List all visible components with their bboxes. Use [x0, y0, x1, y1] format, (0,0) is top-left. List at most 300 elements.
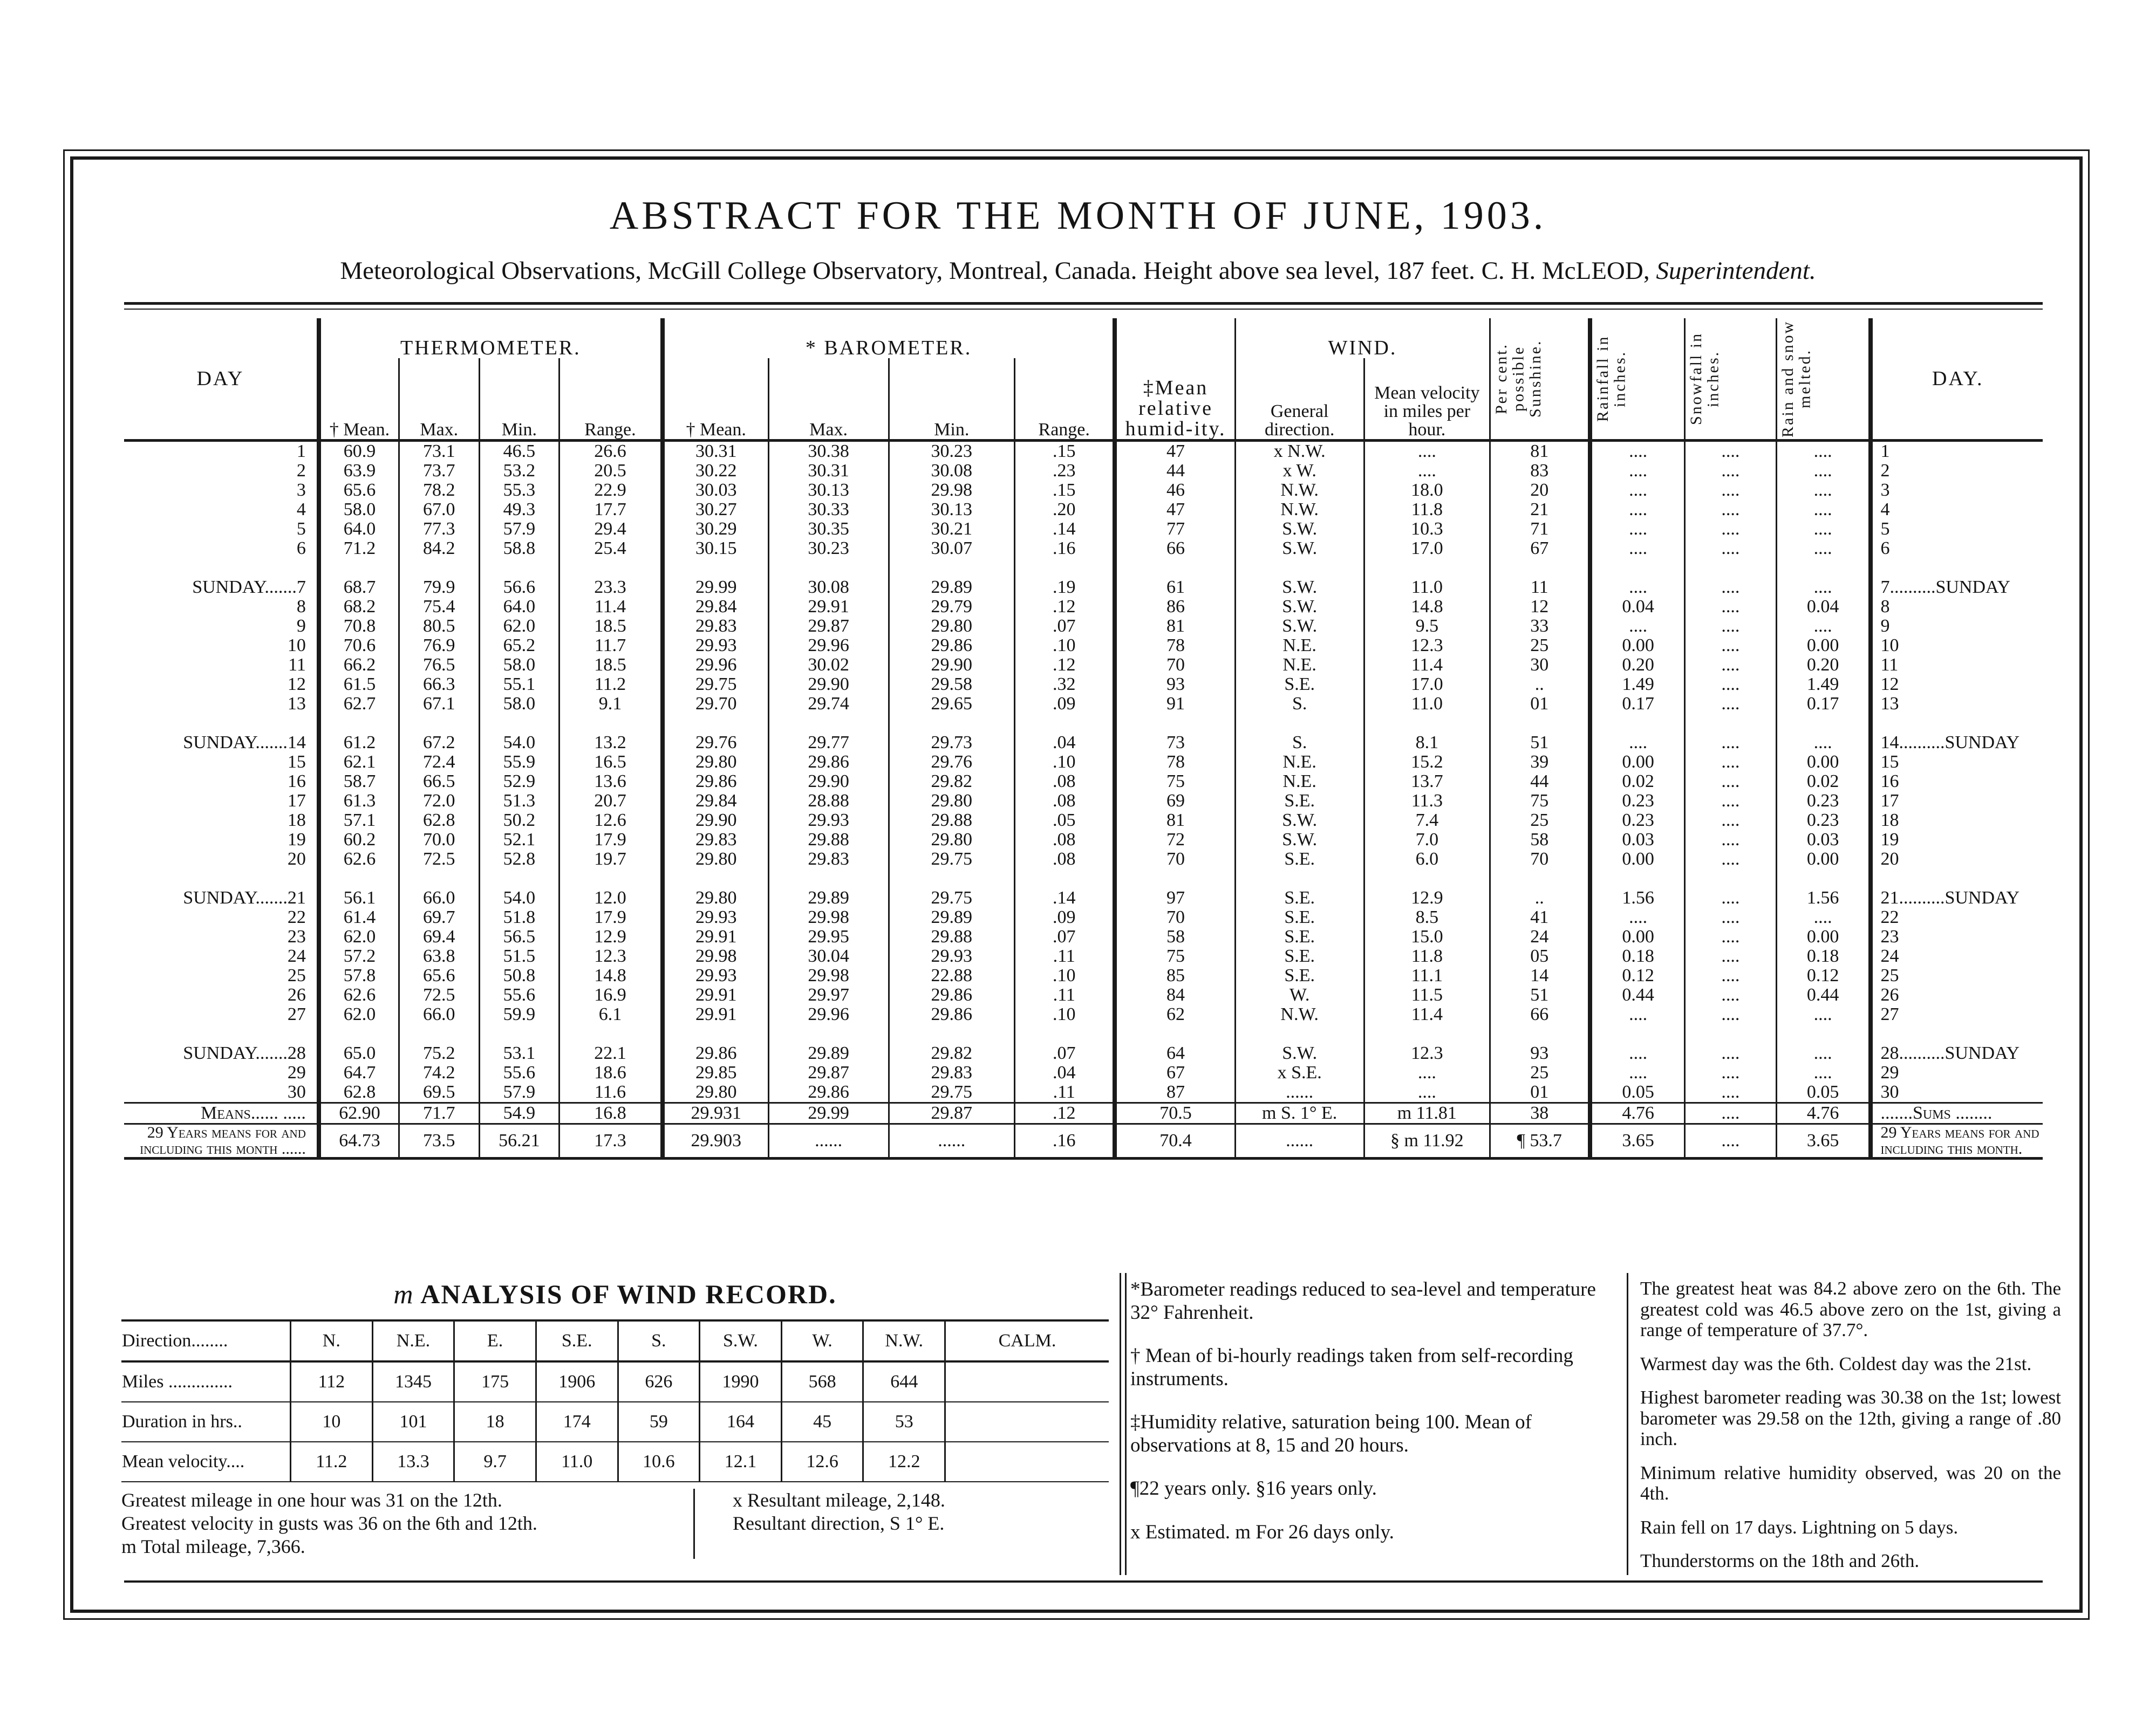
day-number: 16 — [287, 771, 306, 791]
cell-hum: 73 — [1115, 733, 1235, 752]
cell-hum: 66 — [1115, 539, 1235, 558]
years-vel: § m 11.92 — [1364, 1124, 1490, 1159]
day-number: 8 — [296, 597, 306, 617]
table-row — [124, 655, 2043, 675]
cell-bmean: 29.91 — [663, 1005, 768, 1024]
wind-miles-cell: 175 — [454, 1361, 536, 1402]
cell-tmin: 52.8 — [479, 850, 560, 869]
cell-tmax: 72.5 — [399, 850, 479, 869]
cell-trange: 11.2 — [560, 675, 663, 694]
header-rainfall — [1590, 318, 1684, 441]
cell-tmin: 50.2 — [479, 811, 560, 830]
cell-tmin: 64.0 — [479, 597, 560, 617]
wind-analysis — [121, 1278, 1109, 1482]
cell-vel: 6.0 — [1364, 850, 1490, 869]
cell-bmin: 29.83 — [889, 1063, 1015, 1083]
cell-bmin: 22.88 — [889, 966, 1015, 985]
cell-tmax: 72.0 — [399, 791, 479, 811]
cell-brange: .07 — [1015, 1044, 1115, 1063]
cell-bmax: 30.08 — [768, 578, 889, 597]
means-bmin: 29.87 — [889, 1103, 1015, 1124]
cell-brange: .11 — [1015, 985, 1115, 1005]
cell-dir: S.E. — [1235, 850, 1364, 869]
wind-duration-cell: 53 — [863, 1402, 945, 1442]
note-barometer: *Barometer readings reduced to sea-level and temperature 32° Fahrenheit. — [1130, 1278, 1596, 1324]
day-label-right: 27 — [1871, 1005, 2043, 1024]
gap-cell — [319, 1024, 399, 1044]
day-number: 25 — [287, 966, 306, 985]
cell-brange: .08 — [1015, 791, 1115, 811]
gap-cell — [1490, 1024, 1591, 1044]
cell-tmean: 58.0 — [319, 500, 399, 519]
cell-melt: 0.17 — [1776, 694, 1871, 714]
table-row — [124, 733, 2043, 752]
cell-tmin: 52.9 — [479, 772, 560, 791]
sunshine-label: Per cent. possible Sunshine. — [1492, 339, 1545, 418]
cell-snow: .... — [1684, 675, 1776, 694]
table-row — [124, 500, 2043, 519]
wind-row-miles — [121, 1361, 1109, 1402]
cell-tmax: 62.8 — [399, 811, 479, 830]
day-label — [124, 888, 319, 908]
cell-trange: 9.1 — [560, 694, 663, 714]
gap-cell — [889, 714, 1015, 733]
cell-sun: 20 — [1490, 481, 1591, 500]
cell-vel: 11.0 — [1364, 694, 1490, 714]
day-label-right: 26 — [1871, 985, 2043, 1005]
cell-rain: .... — [1590, 519, 1684, 539]
day-label — [124, 927, 319, 947]
cell-sun: 66 — [1490, 1005, 1591, 1024]
cell-bmean: 30.27 — [663, 500, 768, 519]
cell-hum: 86 — [1115, 597, 1235, 617]
cell-vel: 11.3 — [1364, 791, 1490, 811]
wind-direction-cell: W. — [781, 1320, 863, 1361]
subtitle-role: Superintendent. — [1656, 257, 1816, 285]
cell-vel: 11.1 — [1364, 966, 1490, 985]
cell-melt: 0.44 — [1776, 985, 1871, 1005]
cell-sun: 51 — [1490, 733, 1591, 752]
day-label — [124, 539, 319, 558]
day-label-right: 17 — [1871, 791, 2043, 811]
gap-cell — [1684, 1024, 1776, 1044]
cell-brange: .20 — [1015, 500, 1115, 519]
cell-snow: .... — [1684, 694, 1776, 714]
cell-bmean: 29.86 — [663, 1044, 768, 1063]
wind-velocity-cell: 11.2 — [291, 1442, 373, 1482]
gap-cell — [124, 558, 319, 578]
table-row — [124, 888, 2043, 908]
cell-hum: 77 — [1115, 519, 1235, 539]
cell-tmax: 72.4 — [399, 752, 479, 772]
cell-bmean: 29.96 — [663, 655, 768, 675]
cell-bmax: 29.89 — [768, 888, 889, 908]
cell-bmin: 29.76 — [889, 752, 1015, 772]
cell-sun: 70 — [1490, 850, 1591, 869]
gap-cell — [663, 869, 768, 888]
cell-hum: 47 — [1115, 500, 1235, 519]
gap-cell — [399, 714, 479, 733]
cell-sun: 21 — [1490, 500, 1591, 519]
cell-melt: .... — [1776, 519, 1871, 539]
day-label — [124, 985, 319, 1005]
cell-sun: 67 — [1490, 539, 1591, 558]
cell-tmax: 77.3 — [399, 519, 479, 539]
cell-dir: N.W. — [1235, 481, 1364, 500]
cell-bmean: 29.85 — [663, 1063, 768, 1083]
cell-bmean: 29.91 — [663, 985, 768, 1005]
cell-snow: .... — [1684, 1083, 1776, 1103]
cell-tmin: 58.0 — [479, 655, 560, 675]
cell-sun: 75 — [1490, 791, 1591, 811]
cell-sun: 51 — [1490, 985, 1591, 1005]
wind-row-label: Mean velocity.... — [121, 1442, 291, 1482]
cell-bmean: 29.99 — [663, 578, 768, 597]
cell-tmean: 56.1 — [319, 888, 399, 908]
wind-duration-cell: 45 — [781, 1402, 863, 1442]
cell-melt: .... — [1776, 461, 1871, 481]
cell-tmax: 66.3 — [399, 675, 479, 694]
means-trange: 16.8 — [560, 1103, 663, 1124]
cell-melt: .... — [1776, 733, 1871, 752]
cell-trange: 20.7 — [560, 791, 663, 811]
cell-vel: 17.0 — [1364, 539, 1490, 558]
cell-rain: .... — [1590, 908, 1684, 927]
page-subtitle — [0, 256, 2156, 285]
table-row — [124, 908, 2043, 927]
wind-velocity-cell: 13.3 — [372, 1442, 454, 1482]
cell-vel: .... — [1364, 1083, 1490, 1103]
day-label-right: 22 — [1871, 908, 2043, 927]
cell-sun: 44 — [1490, 772, 1591, 791]
day-label-right: 7..........SUNDAY — [1871, 578, 2043, 597]
cell-vel: 18.0 — [1364, 481, 1490, 500]
cell-bmin: 30.07 — [889, 539, 1015, 558]
total-mileage-note: m Total mileage, 7,366. — [121, 1536, 305, 1558]
cell-brange: .10 — [1015, 1005, 1115, 1024]
means-melt: 4.76 — [1776, 1103, 1871, 1124]
header-humidity: ‡Mean relative humid-ity. — [1115, 318, 1235, 441]
gap-cell — [1364, 714, 1490, 733]
wind-direction-cell: S.E. — [536, 1320, 618, 1361]
cell-trange: 26.6 — [560, 441, 663, 462]
cell-tmean: 68.2 — [319, 597, 399, 617]
cell-tmax: 66.0 — [399, 888, 479, 908]
day-label-right: 21..........SUNDAY — [1871, 888, 2043, 908]
note-min-humidity: Minimum relative humidity observed, was 20 on the 4th. — [1640, 1462, 2061, 1504]
cell-snow: .... — [1684, 636, 1776, 655]
cell-tmean: 61.5 — [319, 675, 399, 694]
cell-melt: 0.00 — [1776, 850, 1871, 869]
wind-direction-cell: CALM. — [945, 1320, 1109, 1361]
day-number: 28 — [287, 1043, 306, 1063]
cell-vel: .... — [1364, 461, 1490, 481]
cell-melt: .... — [1776, 578, 1871, 597]
gap-cell — [663, 1024, 768, 1044]
day-number: 15 — [287, 752, 306, 772]
cell-brange: .08 — [1015, 850, 1115, 869]
cell-bmean: 29.93 — [663, 908, 768, 927]
gap-cell — [889, 558, 1015, 578]
cell-snow: .... — [1684, 966, 1776, 985]
footnotes-right — [1640, 1278, 2061, 1585]
wind-analysis-body — [121, 1320, 1109, 1482]
cell-snow: .... — [1684, 772, 1776, 791]
wind-direction-cell: N.W. — [863, 1320, 945, 1361]
wind-direction-cell: S.W. — [700, 1320, 782, 1361]
day-number: 13 — [287, 694, 306, 714]
cell-vel: .... — [1364, 1063, 1490, 1083]
means-rain: 4.76 — [1590, 1103, 1684, 1124]
cell-rain: .... — [1590, 481, 1684, 500]
cell-rain: 1.56 — [1590, 888, 1684, 908]
gap-cell — [1776, 869, 1871, 888]
note-warmest: Warmest day was the 6th. Coldest day was the 21st. — [1640, 1353, 2032, 1374]
cell-bmin: 30.08 — [889, 461, 1015, 481]
cell-bmin: 29.88 — [889, 811, 1015, 830]
cell-bmean: 29.83 — [663, 617, 768, 636]
wind-title-prefix: m — [393, 1279, 414, 1309]
cell-tmin: 58.8 — [479, 539, 560, 558]
cell-brange: .10 — [1015, 966, 1115, 985]
means-dir: m S. 1° E. — [1235, 1103, 1364, 1124]
page-title: ABSTRACT FOR THE MONTH OF JUNE, 1903. — [609, 194, 1547, 238]
cell-trange: 11.7 — [560, 636, 663, 655]
rainfall-label: Rainfall in inches. — [1594, 335, 1629, 422]
cell-melt: 1.56 — [1776, 888, 1871, 908]
cell-sun: 83 — [1490, 461, 1591, 481]
wind-analysis-table — [121, 1319, 1109, 1482]
years-trange: 17.3 — [560, 1124, 663, 1159]
rain-snow-label: Rain and snow melted. — [1778, 320, 1814, 437]
years-tmax: 73.5 — [399, 1124, 479, 1159]
cell-bmax: 29.90 — [768, 675, 889, 694]
wind-row-duration — [121, 1402, 1109, 1442]
cell-tmin: 57.9 — [479, 519, 560, 539]
gap-cell — [319, 714, 399, 733]
gap-cell — [1776, 714, 1871, 733]
cell-brange: .32 — [1015, 675, 1115, 694]
row-gap — [124, 714, 2043, 733]
cell-bmax: 29.83 — [768, 850, 889, 869]
day-label-right: 13 — [1871, 694, 2043, 714]
cell-brange: .08 — [1015, 772, 1115, 791]
day-number: 4 — [296, 499, 306, 519]
cell-dir: S.W. — [1235, 539, 1364, 558]
cell-sun: 30 — [1490, 655, 1591, 675]
years-snow: .... — [1684, 1124, 1776, 1159]
cell-trange: 11.4 — [560, 597, 663, 617]
cell-sun: 81 — [1490, 441, 1591, 462]
cell-tmin: 51.3 — [479, 791, 560, 811]
subtitle-text: Meteorological Observations, McGill College Observatory, Montreal, Canada. Height above sea level, 187 feet. C. H. McLEOD, — [340, 257, 1650, 285]
years-row — [124, 1124, 2043, 1159]
day-label — [124, 578, 319, 597]
cell-tmean: 65.6 — [319, 481, 399, 500]
table-row — [124, 947, 2043, 966]
table-row — [124, 481, 2043, 500]
cell-hum: 46 — [1115, 481, 1235, 500]
day-number: 19 — [287, 830, 306, 850]
cell-brange: .04 — [1015, 1063, 1115, 1083]
gap-cell — [1115, 558, 1235, 578]
table-row — [124, 1044, 2043, 1063]
cell-bmean: 30.31 — [663, 441, 768, 462]
cell-snow: .... — [1684, 830, 1776, 850]
cell-rain: 0.00 — [1590, 850, 1684, 869]
cell-snow: .... — [1684, 519, 1776, 539]
cell-trange: 12.3 — [560, 947, 663, 966]
cell-dir: S.E. — [1235, 675, 1364, 694]
cell-dir: S.E. — [1235, 927, 1364, 947]
cell-hum: 70 — [1115, 655, 1235, 675]
header-rain-snow — [1776, 318, 1871, 441]
cell-tmax: 76.9 — [399, 636, 479, 655]
cell-dir: S.E. — [1235, 966, 1364, 985]
cell-rain: 0.23 — [1590, 791, 1684, 811]
cell-bmin: 29.88 — [889, 927, 1015, 947]
table-row — [124, 830, 2043, 850]
means-bmax: 29.99 — [768, 1103, 889, 1124]
means-snow: .... — [1684, 1103, 1776, 1124]
cell-brange: .23 — [1015, 461, 1115, 481]
means-tmax: 71.7 — [399, 1103, 479, 1124]
table-row — [124, 811, 2043, 830]
table-row — [124, 752, 2043, 772]
cell-tmean: 64.7 — [319, 1063, 399, 1083]
header-therm-max: Max. — [399, 358, 479, 441]
cell-sun: .. — [1490, 888, 1591, 908]
gap-cell — [399, 869, 479, 888]
cell-snow: .... — [1684, 1044, 1776, 1063]
wind-velocity-cell: 12.6 — [781, 1442, 863, 1482]
day-label — [124, 908, 319, 927]
cell-tmin: 55.6 — [479, 1063, 560, 1083]
cell-rain: .... — [1590, 1063, 1684, 1083]
cell-bmax: 29.90 — [768, 772, 889, 791]
wind-row-direction — [121, 1320, 1109, 1361]
gap-cell — [889, 1024, 1015, 1044]
cell-rain: .... — [1590, 441, 1684, 462]
wind-row-velocity — [121, 1442, 1109, 1482]
gap-cell — [1115, 714, 1235, 733]
cell-tmax: 72.5 — [399, 985, 479, 1005]
cell-brange: .16 — [1015, 539, 1115, 558]
gap-cell — [560, 869, 663, 888]
day-label-right: 1 — [1871, 441, 2043, 462]
gap-cell — [1235, 558, 1364, 578]
wind-duration-cell — [945, 1402, 1109, 1442]
cell-trange: 23.3 — [560, 578, 663, 597]
cell-tmax: 67.0 — [399, 500, 479, 519]
cell-dir: S.E. — [1235, 947, 1364, 966]
cell-dir: S.W. — [1235, 519, 1364, 539]
cell-dir: S.W. — [1235, 578, 1364, 597]
wind-duration-cell: 10 — [291, 1402, 373, 1442]
gap-cell — [768, 558, 889, 578]
cell-tmax: 65.6 — [399, 966, 479, 985]
gap-cell — [1015, 869, 1115, 888]
cell-sun: 25 — [1490, 636, 1591, 655]
cell-bmax: 29.86 — [768, 1083, 889, 1103]
cell-brange: .10 — [1015, 636, 1115, 655]
cell-sun: 25 — [1490, 1063, 1591, 1083]
cell-rain: .... — [1590, 578, 1684, 597]
cell-trange: 19.7 — [560, 850, 663, 869]
cell-rain: .... — [1590, 733, 1684, 752]
cell-snow: .... — [1684, 481, 1776, 500]
cell-melt: 0.23 — [1776, 791, 1871, 811]
cell-trange: 14.8 — [560, 966, 663, 985]
cell-bmean: 29.80 — [663, 850, 768, 869]
cell-brange: .10 — [1015, 752, 1115, 772]
table-row — [124, 636, 2043, 655]
note-heat: The greatest heat was 84.2 above zero on the 6th. The greatest cold was 46.5 above zero on the 1st, giving a range of temperature of 37.7°. — [1640, 1278, 2061, 1340]
cell-tmin: 65.2 — [479, 636, 560, 655]
gap-cell — [124, 714, 319, 733]
cell-tmean: 71.2 — [319, 539, 399, 558]
wind-direction-cell: S. — [618, 1320, 700, 1361]
cell-tmean: 60.9 — [319, 441, 399, 462]
cell-tmax: 73.7 — [399, 461, 479, 481]
cell-bmax: 29.95 — [768, 927, 889, 947]
header-thermometer: THERMOMETER. — [319, 318, 663, 358]
cell-snow: .... — [1684, 927, 1776, 947]
cell-hum: 78 — [1115, 636, 1235, 655]
cell-bmin: 30.23 — [889, 441, 1015, 462]
wind-duration-cell: 18 — [454, 1402, 536, 1442]
cell-sun: 12 — [1490, 597, 1591, 617]
cell-rain: 0.12 — [1590, 966, 1684, 985]
day-number: 3 — [296, 480, 306, 500]
cell-tmean: 68.7 — [319, 578, 399, 597]
table-row — [124, 850, 2043, 869]
cell-tmax: 70.0 — [399, 830, 479, 850]
cell-tmax: 75.4 — [399, 597, 479, 617]
table-row — [124, 441, 2043, 462]
cell-trange: 13.2 — [560, 733, 663, 752]
gap-cell — [1015, 1024, 1115, 1044]
gap-cell — [399, 558, 479, 578]
cell-brange: .09 — [1015, 908, 1115, 927]
cell-tmean: 70.6 — [319, 636, 399, 655]
cell-trange: 22.1 — [560, 1044, 663, 1063]
cell-vel: 8.5 — [1364, 908, 1490, 927]
cell-bmin: 29.80 — [889, 791, 1015, 811]
day-label-right: 4 — [1871, 500, 2043, 519]
day-label-right: 11 — [1871, 655, 2043, 675]
cell-dir: S.E. — [1235, 791, 1364, 811]
cell-trange: 22.9 — [560, 481, 663, 500]
years-sun: ¶ 53.7 — [1490, 1124, 1591, 1159]
cell-rain: 0.02 — [1590, 772, 1684, 791]
day-number: 23 — [287, 927, 306, 947]
cell-tmax: 74.2 — [399, 1063, 479, 1083]
cell-snow: .... — [1684, 1063, 1776, 1083]
cell-tmin: 53.2 — [479, 461, 560, 481]
cell-tmin: 62.0 — [479, 617, 560, 636]
cell-trange: 13.6 — [560, 772, 663, 791]
cell-dir: S. — [1235, 694, 1364, 714]
cell-bmin: 29.89 — [889, 578, 1015, 597]
day-label-right: 20 — [1871, 850, 2043, 869]
years-melt: 3.65 — [1776, 1124, 1871, 1159]
table-row — [124, 597, 2043, 617]
cell-rain: .... — [1590, 1044, 1684, 1063]
cell-hum: 47 — [1115, 441, 1235, 462]
cell-rain: .... — [1590, 617, 1684, 636]
cell-melt: .... — [1776, 539, 1871, 558]
